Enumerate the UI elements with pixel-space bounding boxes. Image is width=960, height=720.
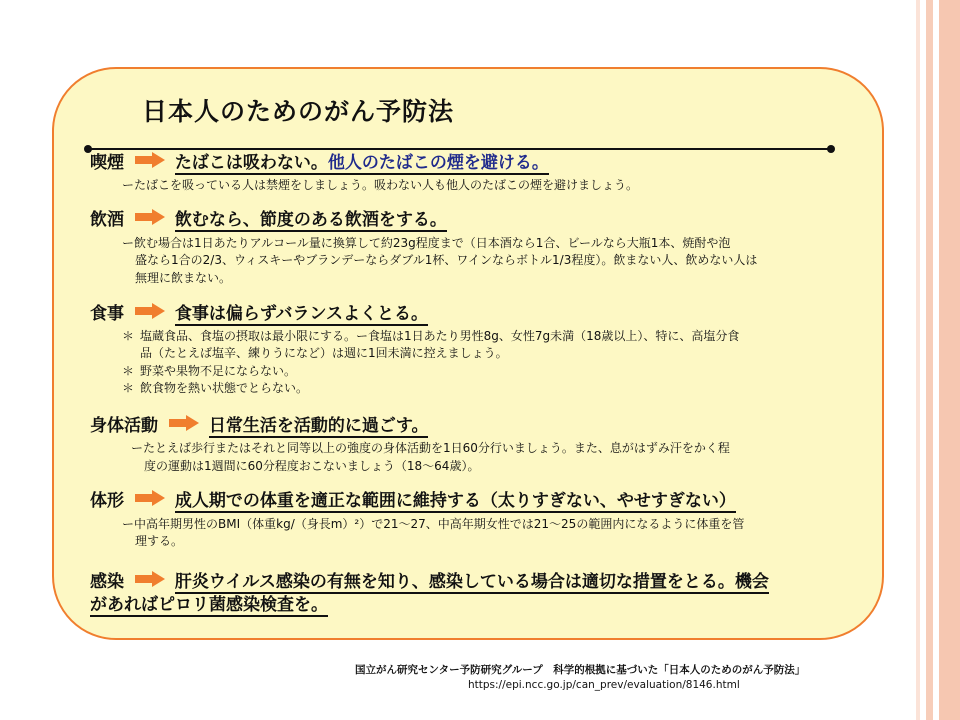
section-description: 盛なら1合の2/3、ウィスキーやブランデーならダブル1杯、ワインならボトル1/3程度）。飲まない人、飲めない人は (135, 253, 758, 267)
heading-text: 日常生活を活動的に過ごす。 (208, 416, 429, 436)
section-heading-diet (90, 302, 428, 326)
heading-text: 食事は偏らずバランスよくとる。 (174, 304, 428, 324)
heading-text: 飲むなら、節度のある飲酒をする。 (174, 210, 447, 230)
section-description: 理する。 (135, 534, 184, 548)
bullet-item: ＊ 飲食物を熱い状態でとらない。 (122, 381, 309, 395)
source-url: https://epi.ncc.go.jp/can_prev/evaluation/8146.html (468, 679, 740, 691)
section-heading-smoking (90, 151, 549, 175)
category-label: 喫煙 (90, 153, 124, 173)
section-description: 度の運動は1週間に60分程度おこないましょう（18〜64歳）。 (144, 459, 480, 473)
section-description: ーたばこを吸っている人は禁煙をしましょう。吸わない人も他人のたばこの煙を避けましょう。 (122, 178, 639, 192)
section-heading-activity (90, 414, 428, 438)
source-credit: 国立がん研究センター予防研究グループ 科学的根拠に基づいた「日本人のためのがん予防法」 (355, 664, 806, 676)
title-divider (88, 148, 832, 150)
section-description: ー中高年期男性のBMI（体重kg/（身長m）²）で21〜27、中高年期女性では21〜25の範囲内になるように体重を管 (122, 517, 745, 531)
bullet-item-continued: 品（たとえば塩辛、練りうになど）は週に1回未満に控えましょう。 (140, 346, 508, 360)
section-description: 無理に飲まない。 (135, 271, 232, 285)
heading-text: 成人期での体重を適正な範囲に維持する（太りすぎない、やせすぎない） (174, 491, 736, 511)
heading-text-continued: があればピロリ菌感染検査を。 (90, 595, 328, 615)
heading-text: 肝炎ウイルス感染の有無を知り、感染している場合は適切な措置をとる。機会 (174, 572, 769, 592)
rule-endpoint (827, 145, 835, 153)
arrow-right-icon (134, 489, 166, 513)
section-description: ー飲む場合は1日あたりアルコール量に換算して約23g程度まで（日本酒なら1合、ビールなら大瓶1本、焼酎や泡 (122, 236, 731, 250)
arrow-right-icon (134, 302, 166, 326)
arrow-right-icon (134, 151, 166, 175)
category-label: 飲酒 (90, 210, 124, 230)
section-description: ーたとえば歩行またはそれと同等以上の強度の身体活動を1日60分行いましょう。また、息がはずみ汗をかく程 (131, 441, 730, 455)
decorative-stripe (939, 0, 960, 720)
section-heading-infection (90, 570, 769, 594)
section-heading-drinking (90, 208, 447, 232)
category-label: 食事 (90, 304, 124, 324)
arrow-right-icon (134, 570, 166, 594)
decorative-stripe (926, 0, 933, 720)
decorative-stripe (916, 0, 920, 720)
category-label: 感染 (90, 572, 124, 592)
arrow-right-icon (134, 208, 166, 232)
arrow-right-icon (168, 414, 200, 438)
page-title: 日本人のためのがん予防法 (142, 97, 455, 126)
category-label: 体形 (90, 491, 124, 511)
heading-text: たばこは吸わない。他人のたばこの煙を避ける。 (174, 153, 549, 173)
bullet-item: ＊ 塩蔵食品、食塩の摂取は最小限にする。ー食塩は1日あたり男性8g、女性7g未満（18歳以上）、特に、高塩分食 (122, 329, 740, 343)
category-label: 身体活動 (90, 416, 158, 436)
section-heading-body-shape (90, 489, 736, 513)
bullet-item: ＊ 野菜や果物不足にならない。 (122, 364, 297, 378)
